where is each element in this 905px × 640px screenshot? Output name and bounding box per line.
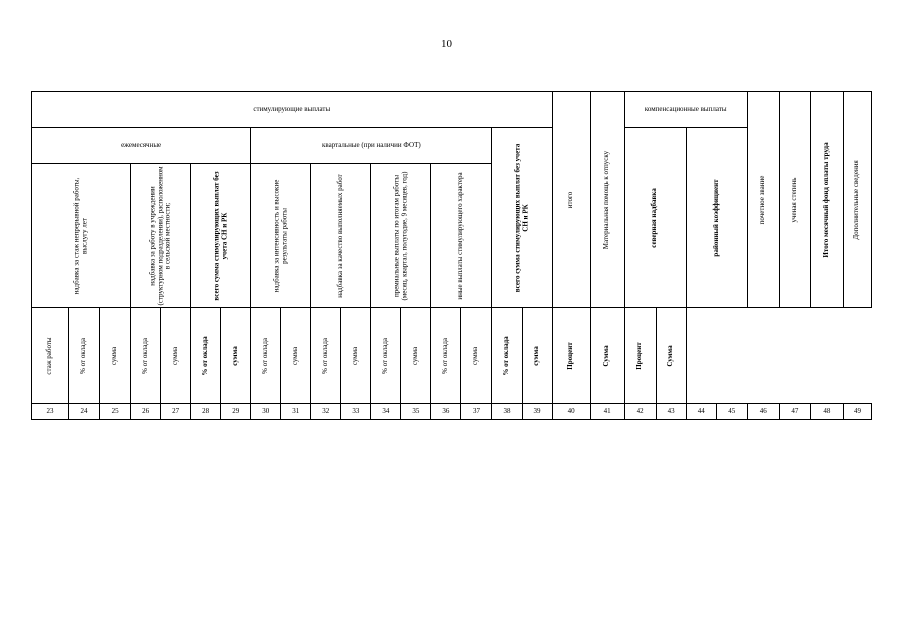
col-num: 49	[843, 404, 871, 420]
total-quarterly-label: всего сумма стимулирующих выплат без учета СН и РК	[513, 143, 529, 292]
sub-sum-31	[281, 308, 311, 404]
sub-label: % от оклада	[200, 335, 209, 376]
sub-label: Процент	[635, 341, 644, 370]
sub-label: Сумма	[666, 344, 675, 367]
total-monthly-label: всего сумма стимулирующих выплат без учета СН и РК	[212, 170, 228, 301]
sub-label: сумма	[532, 345, 541, 366]
sub-label: % от оклада	[260, 337, 269, 374]
intensity-bonus-header	[251, 164, 311, 308]
sub-label: Процент	[566, 341, 575, 370]
sub-sum-25	[100, 308, 131, 404]
col-num: 44	[686, 404, 716, 420]
col-num: 46	[747, 404, 779, 420]
col-num: 38	[492, 404, 522, 420]
premium-payments-header	[371, 164, 431, 308]
sub-label: % от оклада	[502, 335, 511, 376]
col-num: 26	[131, 404, 161, 420]
sub-label: сумма	[471, 346, 480, 365]
monthly-fund-total-header	[810, 92, 843, 308]
honorary-title-header	[747, 92, 779, 308]
col-num: 25	[100, 404, 131, 420]
sub-sum-43	[590, 308, 624, 404]
district-coeff-header	[686, 128, 747, 308]
additional-info-label: Дополнительные сведения	[852, 159, 861, 240]
premium-payments-label: премиальные выплаты по итогам работы (месяц, квартал, полугодие, 9 месяцев, год)	[392, 171, 408, 300]
sub-sum-35	[401, 308, 431, 404]
col-num: 23	[32, 404, 69, 420]
col-num: 45	[716, 404, 747, 420]
col-num: 48	[810, 404, 843, 420]
sub-label: Сумма	[602, 344, 611, 367]
sub-label: % от оклада	[140, 337, 149, 374]
sub-percent-38	[492, 308, 522, 404]
sub-work-experience	[32, 308, 69, 404]
col-num: 29	[221, 404, 251, 420]
quality-bonus-label: надбавка за качество выполняемых работ	[335, 173, 344, 298]
academic-degree-label: ученая степень	[789, 177, 798, 223]
sub-label: сумма	[350, 346, 359, 365]
sub-sum-39	[522, 308, 552, 404]
sub-percent-36	[431, 308, 461, 404]
sub-sum-37	[461, 308, 492, 404]
col-num: 27	[161, 404, 191, 420]
col-num: 24	[69, 404, 100, 420]
material-help-label: Материальная помощь к отпуску	[602, 150, 611, 249]
sub-sum-29	[221, 308, 251, 404]
total-quarterly-header	[492, 128, 552, 308]
col-num: 30	[251, 404, 281, 420]
col-num: 35	[401, 404, 431, 420]
sub-label: % от оклада	[79, 337, 88, 374]
other-payments-label: иные выплаты стимулирующего характера	[456, 171, 465, 300]
itogo-header	[552, 92, 590, 308]
sub-percent-32	[311, 308, 341, 404]
sub-percent-34	[371, 308, 401, 404]
col-num: 39	[522, 404, 552, 420]
sub-percent-30	[251, 308, 281, 404]
monthly-header: ежемесячные	[32, 128, 251, 164]
seniority-bonus-label: надбавка за стаж непрерывной работы, выслугу лет	[72, 177, 89, 294]
sub-label: сумма	[230, 345, 239, 366]
sub-label: стаж работы	[45, 336, 54, 375]
honorary-title-label: почетное звание	[758, 175, 767, 224]
rural-bonus-header	[131, 164, 191, 308]
col-num: 42	[624, 404, 656, 420]
quality-bonus-header	[311, 164, 371, 308]
stimulating-payments-header: стимулирующие выплаты	[32, 92, 553, 128]
sub-label: % от оклада	[320, 337, 329, 374]
sub-label: сумма	[110, 346, 119, 365]
sub-sum-45	[656, 308, 686, 404]
col-num: 47	[779, 404, 810, 420]
col-num: 32	[311, 404, 341, 420]
sub-percent-44	[624, 308, 656, 404]
sub-label: % от оклада	[381, 337, 390, 374]
col-num: 43	[656, 404, 686, 420]
sub-percent-42	[552, 308, 590, 404]
compensation-payments-header: компенсационные выплаты	[624, 92, 747, 128]
col-num: 36	[431, 404, 461, 420]
intensity-bonus-label: надбавка за интенсивность и высокие результаты работы	[272, 179, 288, 292]
sub-label: сумма	[411, 346, 420, 365]
seniority-bonus-header	[32, 164, 131, 308]
payroll-table	[31, 91, 872, 420]
col-num: 28	[191, 404, 221, 420]
academic-degree-header	[779, 92, 810, 308]
col-num: 37	[461, 404, 492, 420]
sub-percent-28	[191, 308, 221, 404]
itogo-label: итого	[566, 191, 575, 208]
material-help-header	[590, 92, 624, 308]
sub-label: сумма	[170, 346, 179, 365]
northern-bonus-label: северная надбавка	[650, 187, 659, 248]
other-payments-header	[431, 164, 492, 308]
sub-label: сумма	[290, 346, 299, 365]
sub-sum-33	[341, 308, 371, 404]
total-monthly-header	[191, 164, 251, 308]
col-num: 31	[281, 404, 311, 420]
col-num: 33	[341, 404, 371, 420]
col-num: 34	[371, 404, 401, 420]
sub-label: % от оклада	[441, 337, 450, 374]
monthly-fund-total-label: Итого месячный фонд оплаты труда	[822, 141, 831, 258]
additional-info-header	[843, 92, 871, 308]
sub-percent-24	[69, 308, 100, 404]
quarterly-header: квартальные (при наличии ФОТ)	[251, 128, 492, 164]
district-coeff-label: районный коэффициент	[711, 178, 720, 257]
col-num: 41	[590, 404, 624, 420]
sub-sum-27	[161, 308, 191, 404]
northern-bonus-header	[624, 128, 686, 308]
sub-percent-26	[131, 308, 161, 404]
rural-bonus-label: надбавка за работу в учреждении (структурном подразделении), расположенном в сельской местности;	[148, 165, 172, 306]
col-num: 40	[552, 404, 590, 420]
page-number: 10	[441, 38, 452, 50]
